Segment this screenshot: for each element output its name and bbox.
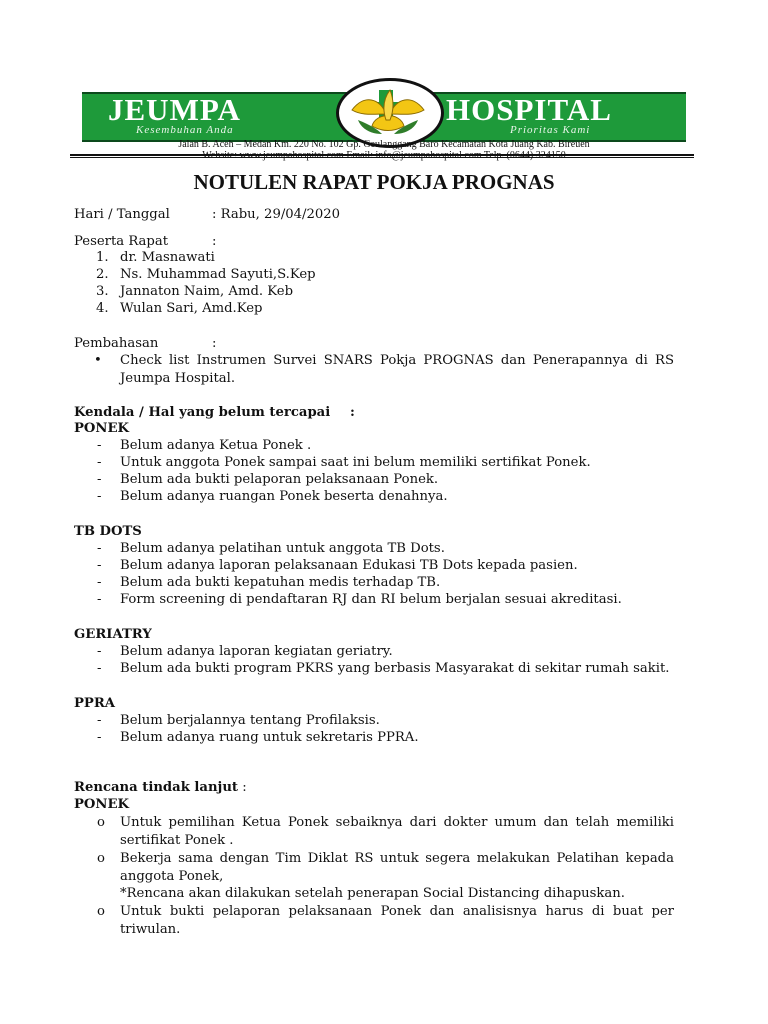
letterhead-divider [70, 154, 694, 156]
followup-heading: Rencana tindak lanjut [74, 780, 239, 795]
participant-number: 4. [96, 301, 109, 316]
obstacle-item: Belum berjalannya tentang Profilaksis. [120, 713, 380, 728]
date-row [74, 206, 170, 223]
obstacle-item: Belum ada bukti kepatuhan medis terhadap TB. [120, 575, 441, 590]
obstacle-item: Belum ada bukti program PKRS yang berbasis Masyarakat di sekitar rumah sakit. [120, 661, 670, 676]
obstacle-item: Belum adanya Ketua Ponek . [120, 438, 312, 453]
dash-marker: - [97, 455, 102, 470]
followup-item: Untuk bukti pelaporan pelaksanaan Ponek dan analisisnya harus di buat per triwulan. [120, 904, 674, 937]
participants-colon: : [212, 234, 217, 249]
obstacle-item: Untuk anggota Ponek sampai saat ini belum memiliki sertifikat Ponek. [120, 455, 591, 470]
participant-name: Jannaton Naim, Amd. Keb [120, 284, 294, 299]
section-title-ppra: PPRA [74, 696, 116, 711]
dash-marker: - [97, 472, 102, 487]
discussion-text: Check list Instrumen Survei SNARS Pokja PROGNAS dan Penerapannya di RS Jeumpa Hospital. [120, 353, 674, 386]
section-title-tb-dots: TB DOTS [74, 524, 142, 539]
followup-item: Untuk pemilihan Ketua Ponek sebaiknya dari dokter umum dan telah memiliki sertifikat Ponek . [120, 815, 674, 848]
letterhead-divider-thin [70, 157, 694, 158]
followup-note: *Rencana akan dilakukan setelah penerapan Social Distancing dihapuskan. [120, 886, 625, 901]
dash-marker: - [97, 713, 102, 728]
followup-section-title-ponek: PONEK [74, 797, 129, 812]
dash-marker: - [97, 661, 102, 676]
section-title-ponek: PONEK [74, 421, 129, 436]
obstacle-item: Belum adanya ruang untuk sekretaris PPRA. [120, 730, 419, 745]
date-label: Hari / Tanggal [74, 207, 170, 222]
dash-marker: - [97, 730, 102, 745]
letterhead [74, 72, 694, 158]
participants-label: Peserta Rapat [74, 234, 169, 249]
participant-name: Ns. Muhammad Sayuti,S.Kep [120, 267, 316, 282]
date-value: : Rabu, 29/04/2020 [212, 207, 341, 222]
circle-bullet-icon: o [97, 815, 105, 830]
participant-name: dr. Masnawati [120, 250, 215, 265]
tagline-left: Kesembuhan Anda [136, 124, 234, 136]
followup-heading-row [74, 779, 247, 796]
obstacle-item: Belum adanya ruangan Ponek beserta denahnya. [120, 489, 448, 504]
obstacle-item: Belum adanya laporan kegiatan geriatry. [120, 644, 393, 659]
followup-colon: : [238, 780, 247, 795]
circle-bullet-icon: o [97, 904, 105, 919]
hospital-name-left: JEUMPA [108, 92, 241, 127]
participant-number: 3. [96, 284, 109, 299]
bullet-icon: • [94, 353, 102, 368]
dash-marker: - [97, 644, 102, 659]
participant-name: Wulan Sari, Amd.Kep [120, 301, 263, 316]
dash-marker: - [97, 489, 102, 504]
document-title: NOTULEN RAPAT POKJA PROGNAS [193, 170, 555, 194]
followup-item: Bekerja sama dengan Tim Diklat RS untuk segera melakukan Pelatihan kepada anggota Ponek, [120, 851, 674, 884]
address-line: Jalan B. Aceh – Medan Km. 220 No. 102 Gp. Geulanggang Baro Kecamatan Kota Juang Kab. Bireuen [178, 139, 590, 150]
hospital-name-right: HOSPITAL [446, 92, 612, 127]
participant-number: 2. [96, 267, 109, 282]
dash-marker: - [97, 558, 102, 573]
obstacles-colon: : [350, 405, 355, 420]
jeumpa-flower-logo-icon [346, 80, 430, 140]
obstacle-item: Belum adanya laporan pelaksanaan Edukasi TB Dots kepada pasien. [120, 558, 578, 573]
obstacle-item: Belum adanya pelatihan untuk anggota TB Dots. [120, 541, 445, 556]
obstacle-item: Form screening di pendaftaran RJ dan RI belum berjalan sesuai akreditasi. [120, 592, 622, 607]
dash-marker: - [97, 438, 102, 453]
participant-number: 1. [96, 250, 109, 265]
obstacles-heading: Kendala / Hal yang belum tercapai [74, 405, 331, 420]
discussion-label: Pembahasan [74, 336, 159, 351]
obstacle-item: Belum ada bukti pelaporan pelaksanaan Ponek. [120, 472, 439, 487]
section-title-geriatry: GERIATRY [74, 627, 152, 642]
dash-marker: - [97, 575, 102, 590]
discussion-colon: : [212, 336, 217, 351]
dash-marker: - [97, 541, 102, 556]
circle-bullet-icon: o [97, 851, 105, 866]
dash-marker: - [97, 592, 102, 607]
tagline-right: Prioritas Kami [510, 124, 591, 136]
